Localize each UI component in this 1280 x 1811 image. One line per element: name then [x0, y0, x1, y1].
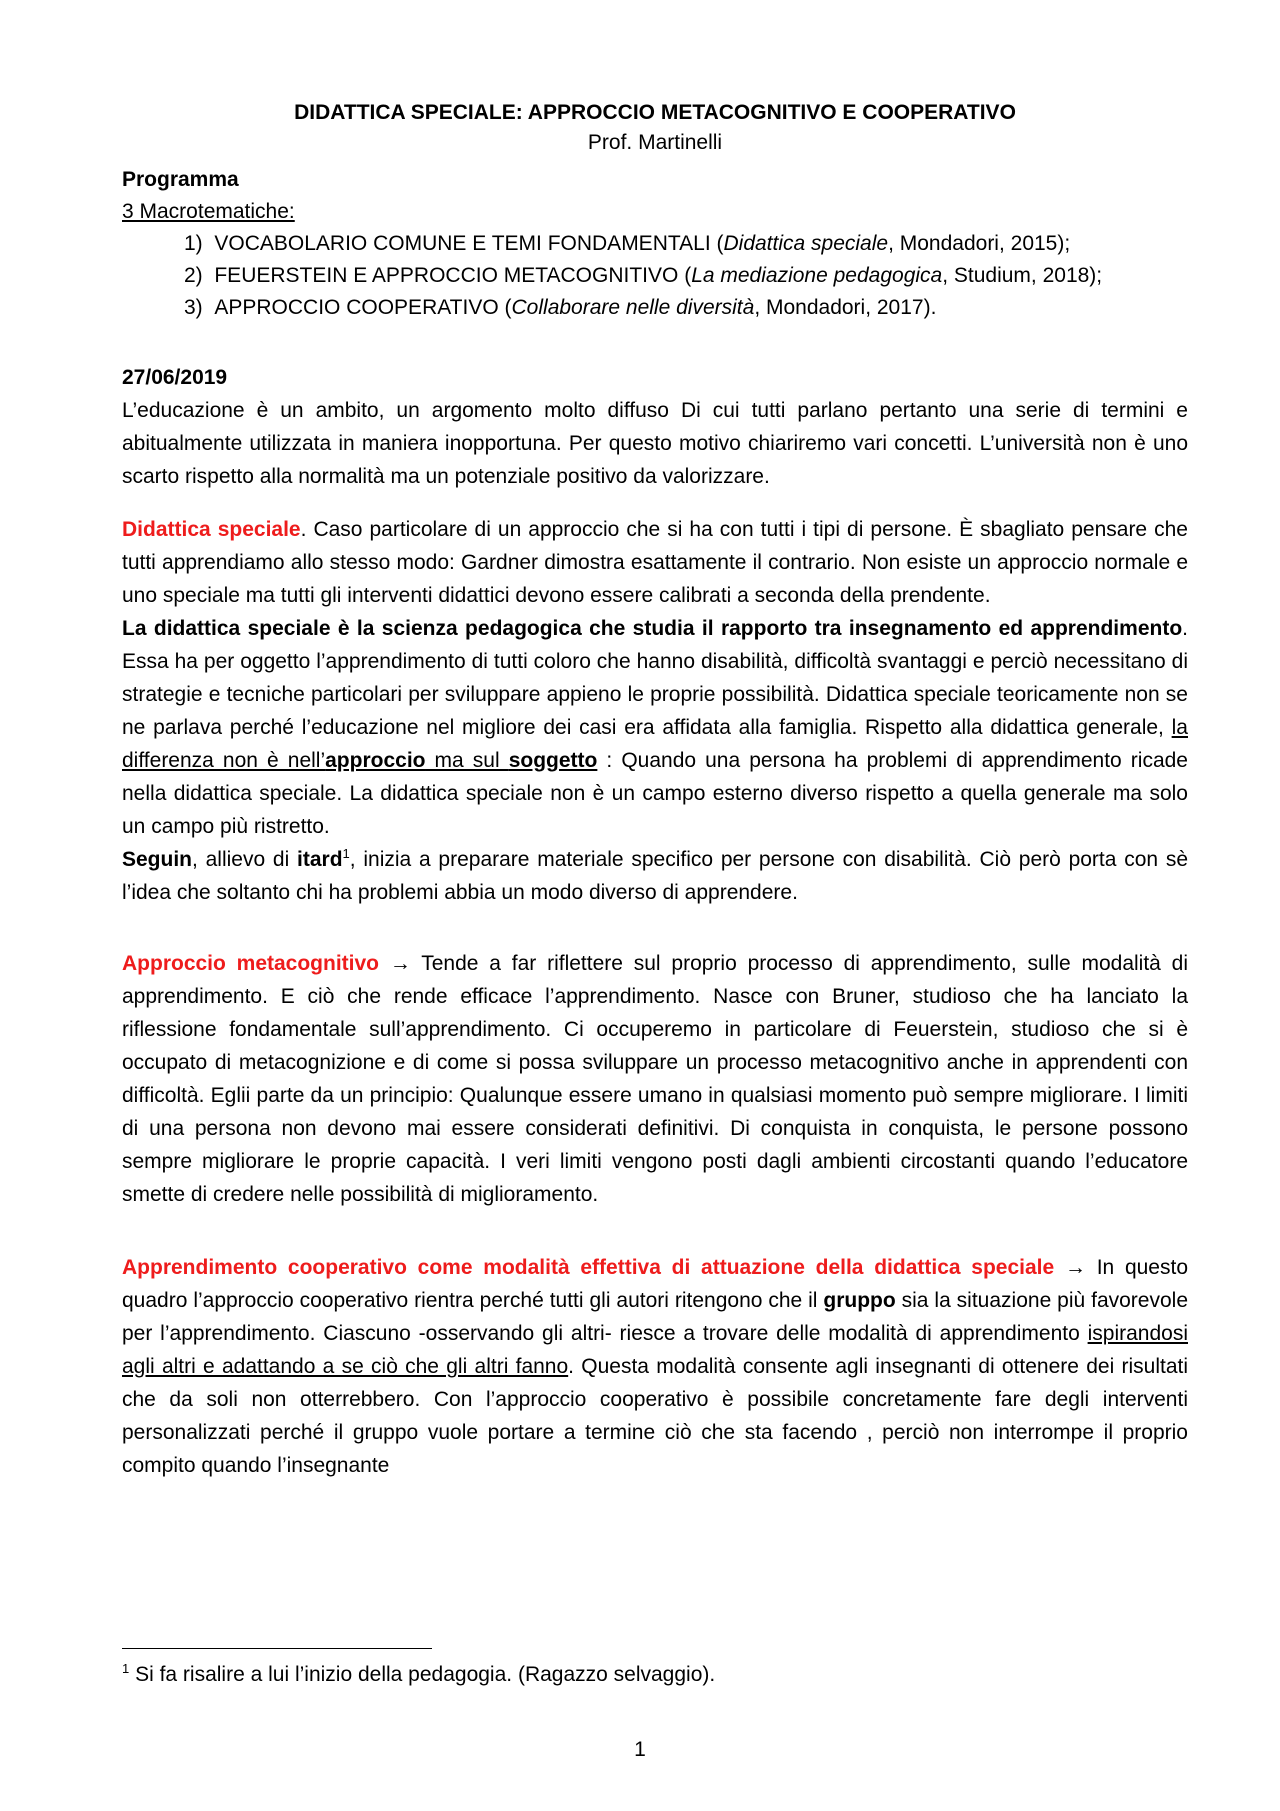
footnote — [122, 1660, 715, 1690]
list-item-text: FEUERSTEIN E APPROCCIO METACOGNITIVO ( — [214, 264, 692, 287]
seguin-paragraph — [122, 843, 1188, 909]
page-number: 1 — [634, 1738, 646, 1761]
seguin-name: Seguin — [122, 848, 193, 871]
didattica-term: Didattica speciale — [122, 518, 301, 541]
paragraph-text: , allievo di — [192, 848, 298, 871]
paragraph-text: Tende a far riflettere sul proprio processo di apprendimento, sulle modalità di apprendimento. E ciò che rende efficace l’apprendimento. Nasce con Bruner, studioso che ha lanciato la riflessione fondamentale sull’apprendimento. Ci occuperemo in particolare di Feuerstein, studioso che si è occupato di metacognizione e di come si possa sviluppare un processo metacognitivo anche in apprendenti con difficoltà. Eglii parte da un principio: Qualunque essere umano in qualsiasi momento può sempre migliorare. I limiti di una persona non devono mai essere considerati definitivi. Di conquista in conquista, le persone possono sempre migliorare le proprie capacità. I veri limiti vengono posti dagli ambienti circostanti quando l’educatore smette di credere nelle possibilità di miglioramento. — [122, 952, 1189, 1206]
paragraph-text: , inizia a preparare materiale specifico per persone con disabilità. Ciò però porta con sè l’idea che soltanto chi ha problemi abbia un modo diverso di apprendere. — [122, 848, 1188, 904]
arrow-icon: → — [389, 952, 411, 975]
underlined-text: ma sul — [425, 749, 509, 772]
gruppo-bold: gruppo — [823, 1289, 896, 1312]
professor-name: Prof. Martinelli — [587, 131, 723, 154]
book-title: La mediazione pedagogica — [691, 264, 943, 287]
definition-bold: La didattica speciale è la scienza pedagogica che studia il rapporto tra insegnamento ed apprendimento — [122, 617, 1183, 640]
lesson-date: 27/06/2019 — [122, 366, 228, 389]
underlined-bold: soggetto — [508, 749, 598, 772]
paragraph-text: . Essa ha per oggetto l’apprendimento di tutti coloro che hanno disabilità, difficoltà svantaggi e perciò necessitano di strategie e tecniche particolari per sviluppare appieno le proprie possibilità. Didattica speciale teoricamente non se ne parlava perché l’educazione nel migliore dei casi era affidata alla famiglia. Rispetto alla didattica generale, — [122, 617, 1188, 739]
arrow-icon: → — [1064, 1256, 1086, 1279]
paragraph-text: In questo quadro l’approccio cooperativo rientra perché tutti gli autori ritengono che il — [122, 1256, 1189, 1312]
footnote-text: Si fa risalire a lui l’inizio della pedagogia. (Ragazzo selvaggio). — [129, 1663, 716, 1686]
paragraph-text: . Caso particolare di un approccio che si ha con tutti i tipi di persone. È sbagliato pensare che tutti apprendiamo allo stesso modo: Gardner dimostra esattamente il contrario. Non esiste un approccio normale e uno speciale ma tutti gli interventi didattici devono essere calibrati a seconda della prendente. — [122, 518, 1188, 607]
page-content — [122, 98, 1188, 1482]
metacognitivo-term: Approccio metacognitivo — [122, 952, 380, 975]
cooperativo-paragraph — [122, 1251, 1188, 1482]
metacognitivo-paragraph — [122, 947, 1188, 1211]
list-item — [174, 228, 1188, 260]
cooperativo-term: Apprendimento cooperativo come modalità effettiva di attuazione della didattica speciale — [122, 1256, 1055, 1279]
underlined-bold: approccio — [325, 749, 426, 772]
footnote-divider — [122, 1648, 432, 1649]
paragraph-text: : Quando una persona ha problemi di apprendimento ricade nella didattica speciale. La didattica speciale non è un campo esterno diverso rispetto a quella generale ma solo un campo più ristretto. — [122, 749, 1188, 838]
book-title: Collaborare nelle diversità — [511, 296, 755, 319]
underlined-text: la differenza non è nell’ — [122, 716, 1188, 772]
underlined-text: ispirandosi agli altri e adattando a se ciò che gli altri fanno — [122, 1322, 1188, 1378]
document-title: DIDATTICA SPECIALE: APPROCCIO METACOGNITIVO E COOPERATIVO — [294, 101, 1016, 124]
didattica-paragraph — [122, 513, 1188, 612]
list-item — [174, 260, 1188, 292]
list-item-text: , Mondadori, 2015); — [888, 232, 1071, 255]
list-item-number: 1) — [184, 232, 203, 255]
macrotematiche-list — [122, 228, 1188, 324]
list-item-text: APPROCCIO COOPERATIVO ( — [214, 296, 512, 319]
list-item-number: 3) — [184, 296, 203, 319]
list-item-text: , Studium, 2018); — [942, 264, 1103, 287]
paragraph-text: sia la situazione più favorevole per l’apprendimento. Ciascuno -osservando gli altri- riesce a trovare delle modalità di apprendimento — [122, 1289, 1189, 1345]
book-title: Didattica speciale — [723, 232, 889, 255]
footnote-number: 1 — [122, 1661, 130, 1676]
macrotematiche-heading: 3 Macrotematiche: — [122, 200, 295, 223]
list-item-text: VOCABOLARIO COMUNE E TEMI FONDAMENTALI ( — [214, 232, 724, 255]
intro-paragraph: L’educazione è un ambito, un argomento molto diffuso Di cui tutti parlano pertanto una serie di termini e abitualmente utilizzata in maniera inopportuna. Per questo motivo chiariremo vari concetti. L’università non è uno scarto rispetto alla normalità ma un potenziale positivo da valorizzare. — [122, 399, 1188, 488]
itard-name: itard — [297, 848, 343, 871]
list-item-text: , Mondadori, 2017). — [754, 296, 937, 319]
footnote-ref[interactable]: 1 — [342, 846, 350, 861]
paragraph-text: . Questa modalità consente agli insegnanti di ottenere dei risultati che da soli non otterrebbero. Con l’approccio cooperativo è possibile concretamente fare degli interventi personalizzati perché il gruppo vuole portare a termine ciò che sta facendo , perciò non interrompe il proprio compito quando l’insegnante — [122, 1355, 1189, 1477]
programma-heading: Programma — [122, 168, 239, 191]
definition-paragraph — [122, 612, 1188, 843]
list-item-number: 2) — [184, 264, 203, 287]
list-item — [174, 292, 1188, 324]
